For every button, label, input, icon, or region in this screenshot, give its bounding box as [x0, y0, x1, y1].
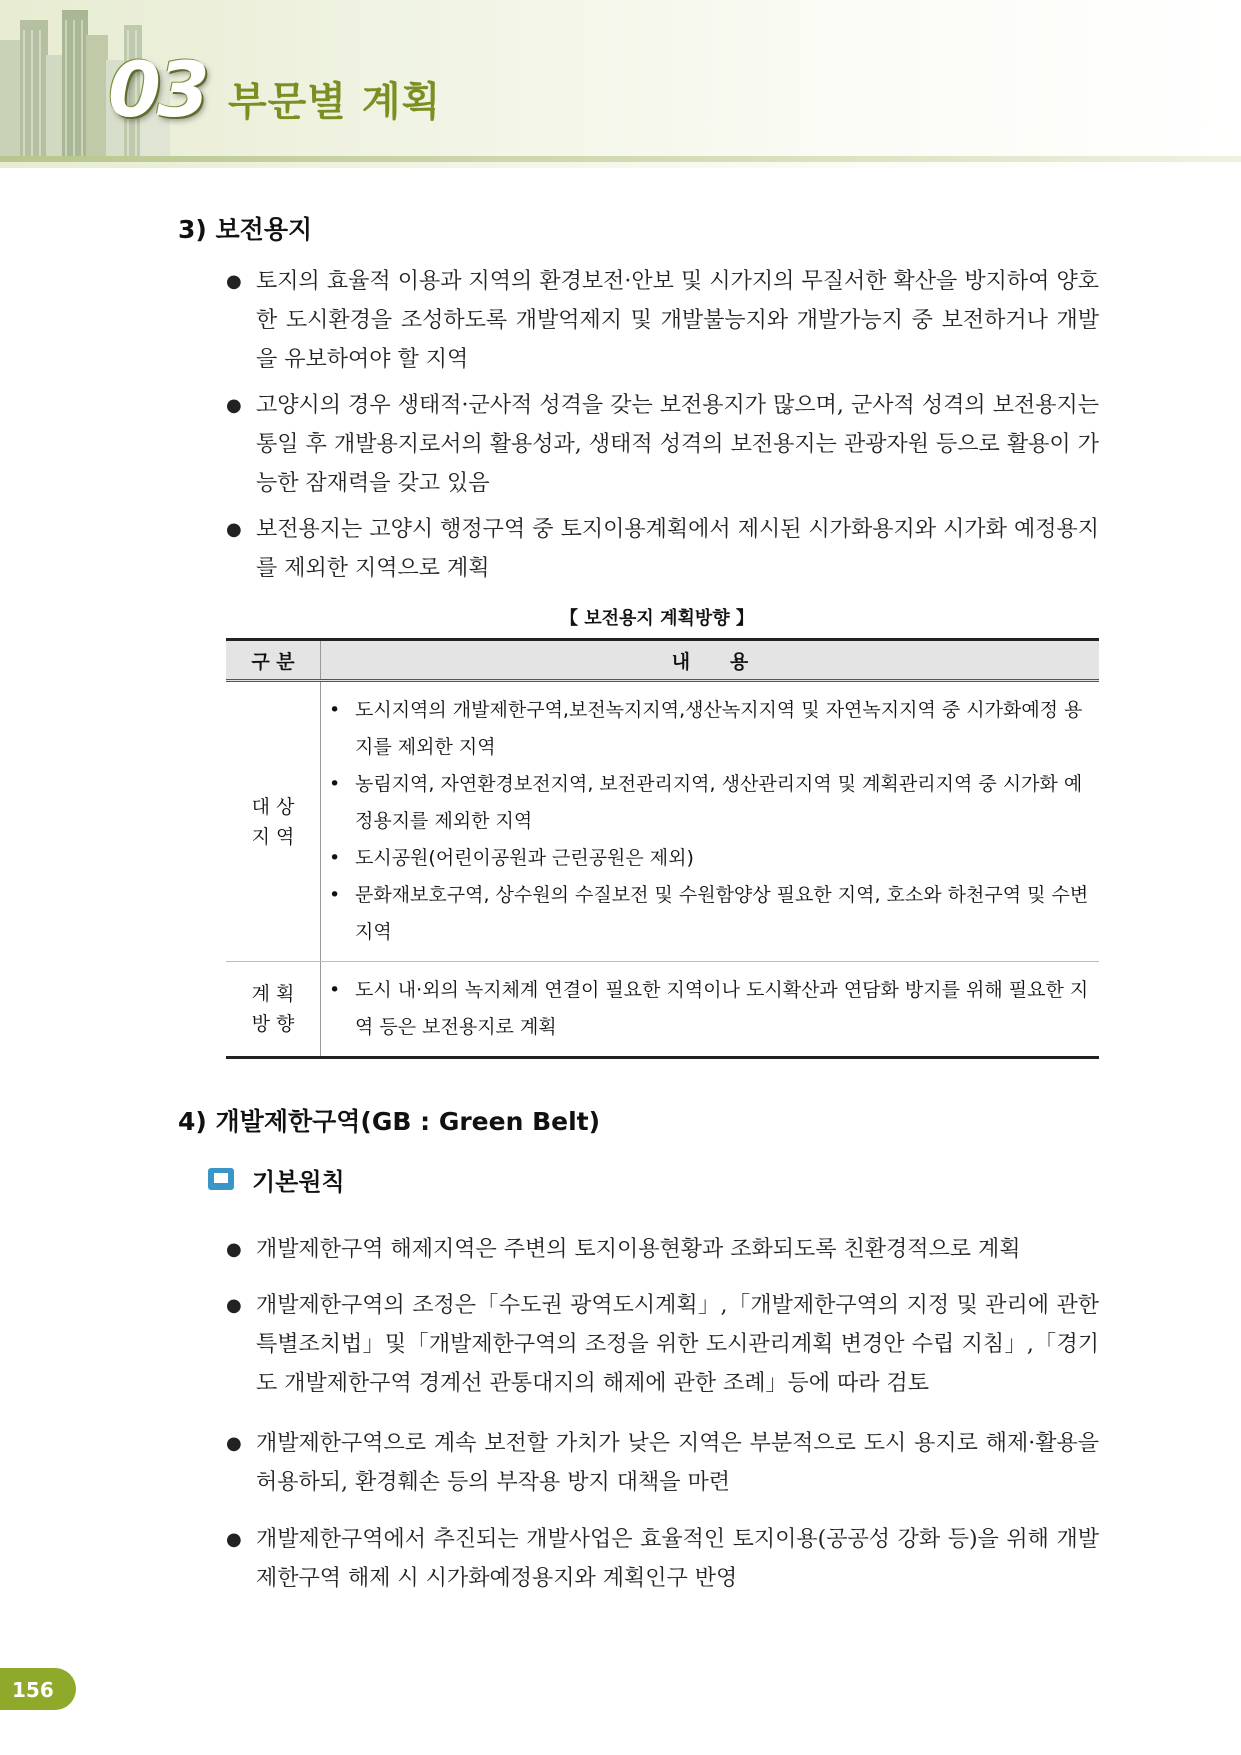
bullet-text: 개발제한구역의 조정은「수도권 광역도시계획」,「개발제한구역의 지정 및 관리에 관한 특별조치법」및「개발제한구역의 조정을 위한 도시관리계획 변경안 수립 지침」,「경기도 개발제한구역 경계선 관통대지의 해제에 관한 조례」등에 따라 검토 [256, 1293, 1099, 1396]
page-number: 156 [12, 1678, 54, 1702]
list-item-text: 도시공원(어린이공원과 근린공원은 제외) [355, 847, 694, 869]
conservation-plan-table [226, 638, 1099, 1059]
bullet-paragraph [226, 386, 1099, 503]
chapter-header [0, 0, 1241, 168]
bullet-dot-icon: ● [226, 1433, 242, 1454]
bullet-dot-icon: • [329, 884, 341, 906]
bullet-paragraph [226, 1230, 1099, 1269]
list-item [325, 766, 1093, 840]
table-row [226, 962, 1099, 1058]
bullet-dot-icon: • [329, 773, 341, 795]
row-label [226, 962, 321, 1058]
list-item-text: 도시 내·외의 녹지체계 연결이 필요한 지역이나 도시확산과 연담화 방지를 위해 필요한 지역 등은 보전용지로 계획 [355, 979, 1089, 1038]
bullet-text: 고양시의 경우 생태적·군사적 성격을 갖는 보전용지가 많으며, 군사적 성격의 보전용지는 통일 후 개발용지로서의 활용성과, 생태적 성격의 보전용지는 관광자원 등으로 활용이 가능한 잠재력을 갖고 있음 [256, 393, 1099, 496]
subheading-basic-principles: 기본원칙 [252, 1168, 345, 1196]
table-caption: 【 보전용지 계획방향 】 [560, 608, 754, 629]
row-content [321, 681, 1100, 962]
bullet-paragraph [226, 1424, 1099, 1502]
square-bullet-icon [208, 1168, 234, 1190]
row-label-line: 지 역 [251, 825, 295, 848]
list-item [325, 840, 1093, 877]
table-row [226, 681, 1099, 962]
bullet-text: 개발제한구역 해제지역은 주변의 토지이용현황과 조화되도록 친환경적으로 계획 [256, 1237, 1021, 1262]
bullet-dot-icon: ● [226, 1295, 242, 1316]
bullet-dot-icon: ● [226, 519, 242, 540]
header-divider [0, 156, 1241, 162]
bullet-paragraph [226, 1520, 1099, 1598]
chapter-number: 03 [108, 45, 206, 134]
list-item-text: 도시지역의 개발제한구역,보전녹지지역,생산녹지지역 및 자연녹지지역 중 시가화예정 용지를 제외한 지역 [355, 699, 1083, 758]
list-item-text: 농림지역, 자연환경보전지역, 보전관리지역, 생산관리지역 및 계획관리지역 중 시가화 예정용지를 제외한 지역 [355, 773, 1083, 832]
section-title-greenbelt: 4) 개발제한구역(GB : Green Belt) [178, 1107, 601, 1136]
bullet-dot-icon: ● [226, 1239, 242, 1260]
row-label-line: 방 향 [251, 1013, 295, 1035]
bullet-paragraph [226, 510, 1099, 588]
bullet-dot-icon: ● [226, 1529, 242, 1550]
bullet-dot-icon: • [329, 979, 341, 1001]
chapter-title: 부문별 계획 [228, 79, 442, 125]
list-item [325, 692, 1093, 766]
row-content [321, 962, 1100, 1058]
bullet-paragraph [226, 262, 1099, 379]
column-header-content: 내 용 [321, 640, 1100, 681]
list-item [325, 972, 1093, 1046]
bullet-text: 개발제한구역에서 추진되는 개발사업은 효율적인 토지이용(공공성 강화 등)을 위해 개발제한구역 해제 시 시가화예정용지와 계획인구 반영 [256, 1527, 1099, 1591]
bullet-dot-icon: • [329, 699, 341, 721]
row-label-line: 계 획 [251, 983, 295, 1005]
bullet-paragraph [226, 1286, 1099, 1403]
bullet-text: 개발제한구역으로 계속 보전할 가치가 낮은 지역은 부분적으로 도시 용지로 해제·활용을 허용하되, 환경훼손 등의 부작용 방지 대책을 마련 [256, 1431, 1099, 1495]
bullet-text: 보전용지는 고양시 행정구역 중 토지이용계획에서 제시된 시가화용지와 시가화 예정용지를 제외한 지역으로 계획 [256, 517, 1099, 581]
table-header-row [226, 640, 1099, 681]
bullet-dot-icon: ● [226, 271, 242, 292]
bullet-dot-icon: • [329, 847, 341, 869]
bullet-text: 토지의 효율적 이용과 지역의 환경보전·안보 및 시가지의 무질서한 확산을 방지하여 양호한 도시환경을 조성하도록 개발억제지 및 개발불능지와 개발가능지 중 보전하거나 개발을 유보하여야 할 지역 [256, 269, 1099, 372]
list-item-text: 문화재보호구역, 상수원의 수질보전 및 수원함양상 필요한 지역, 호소와 하천구역 및 수변지역 [355, 884, 1089, 943]
bullet-dot-icon: ● [226, 395, 242, 416]
list-item [325, 877, 1093, 951]
row-label-line: 대 상 [251, 795, 295, 818]
column-header-category: 구 분 [226, 640, 321, 681]
row-label [226, 681, 321, 962]
section-title-conservation: 3) 보전용지 [178, 215, 313, 244]
